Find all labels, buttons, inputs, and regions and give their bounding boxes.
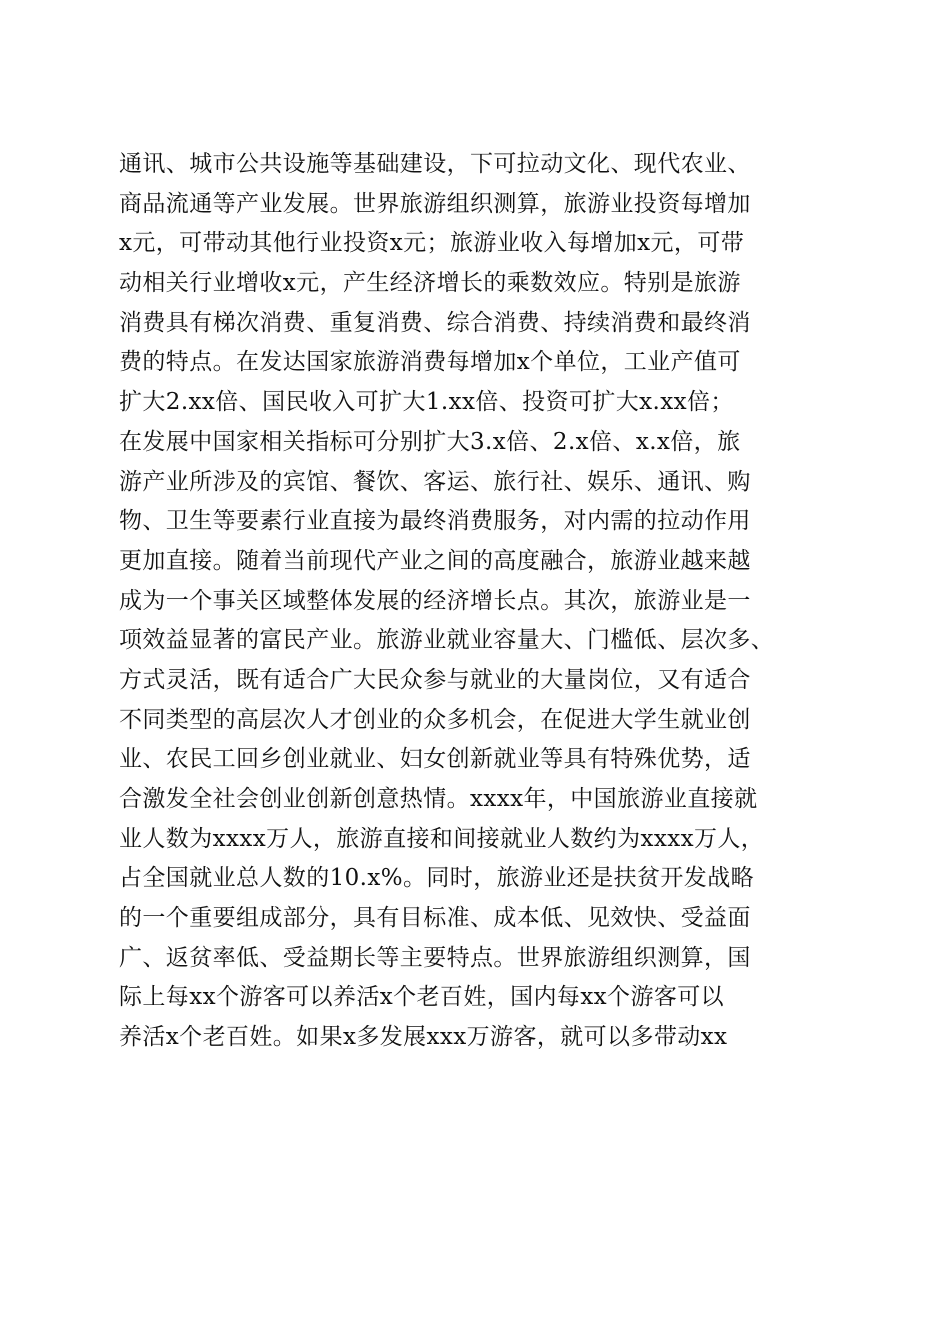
text-line: 合激发全社会创业创新创意热情。xxxx年，中国旅游业直接就 (119, 786, 758, 812)
text-line: 业、农民工回乡创业就业、妇女创新就业等具有特殊优势，适 (119, 746, 751, 773)
text-line: 费的特点。在发达国家旅游消费每增加x个单位，工业产值可 (119, 349, 741, 376)
text-line: 际上每xx个游客可以养活x个老百姓，国内每xx个游客可以 (119, 984, 725, 1011)
text-line: 扩大2.xx倍、国民收入可扩大1.xx倍、投资可扩大x.xx倍； (119, 389, 734, 416)
text-line: 游产业所涉及的宾馆、餐饮、客运、旅行社、娱乐、通讯、购 (119, 468, 751, 495)
text-line: 方式灵活，既有适合广大民众参与就业的大量岗位，又有适合 (119, 666, 751, 693)
text-line: 养活x个老百姓。如果x多发展xxx万游客，就可以多带动xx (119, 1024, 728, 1051)
text-line: 通讯、城市公共设施等基础建设，下可拉动文化、现代农业、 (119, 151, 751, 177)
text-line: 商品流通等产业发展。世界旅游组织测算，旅游业投资每增加 (119, 190, 751, 217)
text-line: 消费具有梯次消费、重复消费、综合消费、持续消费和最终消 (119, 309, 751, 336)
text-line: 项效益显著的富民产业。旅游业就业容量大、门槛低、层次多、 (119, 627, 775, 654)
text-line: x元，可带动其他行业投资x元；旅游业收入每增加x元，可带 (119, 230, 745, 257)
text-line: 业人数为xxxx万人，旅游直接和间接就业人数约为xxxx万人， (119, 825, 765, 852)
body-text (119, 145, 831, 1058)
text-line: 更加直接。随着当前现代产业之间的高度融合，旅游业越来越 (119, 547, 751, 574)
text-line: 广、返贫率低、受益期长等主要特点。世界旅游组织测算，国 (119, 944, 751, 971)
text-line: 的一个重要组成部分，具有目标准、成本低、见效快、受益面 (119, 905, 751, 932)
text-line: 成为一个事关区域整体发展的经济增长点。其次，旅游业是一 (119, 587, 751, 614)
text-line: 在发展中国家相关指标可分别扩大3.x倍、2.x倍、x.x倍，旅 (119, 428, 741, 455)
text-line: 不同类型的高层次人才创业的众多机会，在促进大学生就业创 (119, 706, 751, 733)
text-line: 物、卫生等要素行业直接为最终消费服务，对内需的拉动作用 (119, 508, 751, 535)
text-line: 动相关行业增收x元，产生经济增长的乘数效应。特别是旅游 (119, 270, 741, 297)
text-line: 占全国就业总人数的10.x%。同时，旅游业还是扶贫开发战略 (119, 865, 755, 892)
